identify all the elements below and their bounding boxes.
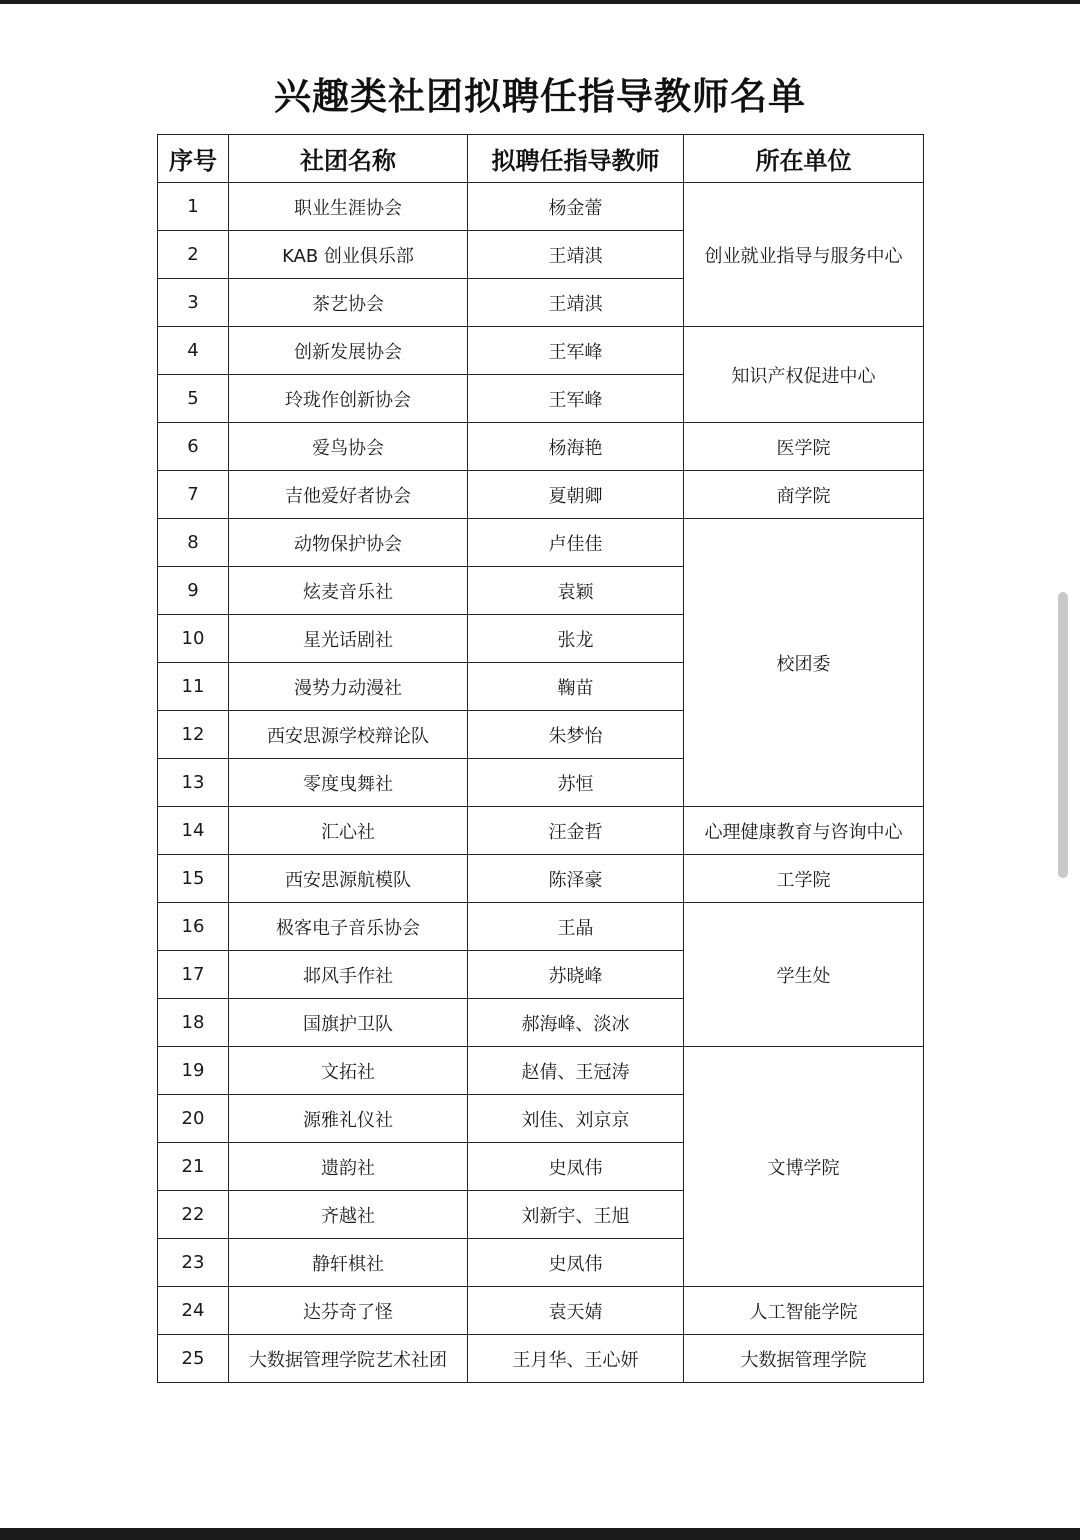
- row-club-cell: 爱鸟协会: [229, 423, 468, 471]
- row-no-cell: 11: [158, 663, 229, 711]
- row-club-cell: 吉他爱好者协会: [229, 471, 468, 519]
- row-club-cell: 源雅礼仪社: [229, 1095, 468, 1143]
- row-teacher-cell: 王军峰: [468, 327, 684, 375]
- row-teacher-cell: 史凤伟: [468, 1143, 684, 1191]
- row-teacher-cell: 王军峰: [468, 375, 684, 423]
- row-no-cell: 3: [158, 279, 229, 327]
- row-no-cell: 17: [158, 951, 229, 999]
- header-club: 社团名称: [229, 135, 468, 183]
- table-row: [158, 183, 924, 231]
- row-club-cell: 遗韵社: [229, 1143, 468, 1191]
- row-unit-cell: 大数据管理学院: [684, 1335, 924, 1383]
- row-teacher-cell: 袁颖: [468, 567, 684, 615]
- row-no-cell: 19: [158, 1047, 229, 1095]
- header-no: 序号: [158, 135, 229, 183]
- row-club-cell: 西安思源航模队: [229, 855, 468, 903]
- row-club-cell: 邶风手作社: [229, 951, 468, 999]
- table-row: [158, 807, 924, 855]
- row-teacher-cell: 苏晓峰: [468, 951, 684, 999]
- row-club-cell: 达芬奇了怪: [229, 1287, 468, 1335]
- row-club-cell: 星光话剧社: [229, 615, 468, 663]
- row-teacher-cell: 苏恒: [468, 759, 684, 807]
- row-no-cell: 14: [158, 807, 229, 855]
- table-row: [158, 471, 924, 519]
- row-unit-cell: 工学院: [684, 855, 924, 903]
- row-no-cell: 22: [158, 1191, 229, 1239]
- teacher-list-table: [157, 134, 924, 1383]
- row-teacher-cell: 袁天婧: [468, 1287, 684, 1335]
- table-row: [158, 855, 924, 903]
- row-teacher-cell: 刘新宇、王旭: [468, 1191, 684, 1239]
- row-club-cell: 创新发展协会: [229, 327, 468, 375]
- row-teacher-cell: 鞠苗: [468, 663, 684, 711]
- row-club-cell: 文拓社: [229, 1047, 468, 1095]
- top-bar: [0, 0, 1080, 4]
- table-row: [158, 1047, 924, 1095]
- row-club-cell: 炫麦音乐社: [229, 567, 468, 615]
- row-club-cell: 静轩棋社: [229, 1239, 468, 1287]
- row-club-cell: 玲珑作创新协会: [229, 375, 468, 423]
- row-no-cell: 5: [158, 375, 229, 423]
- row-no-cell: 10: [158, 615, 229, 663]
- row-club-cell: 西安思源学校辩论队: [229, 711, 468, 759]
- row-unit-cell: 校团委: [684, 519, 924, 807]
- vertical-scrollbar[interactable]: [1058, 592, 1068, 878]
- row-no-cell: 21: [158, 1143, 229, 1191]
- row-club-cell: 漫势力动漫社: [229, 663, 468, 711]
- row-teacher-cell: 赵倩、王冠涛: [468, 1047, 684, 1095]
- header-unit: 所在单位: [684, 135, 924, 183]
- row-no-cell: 12: [158, 711, 229, 759]
- table-row: [158, 423, 924, 471]
- row-no-cell: 4: [158, 327, 229, 375]
- row-no-cell: 7: [158, 471, 229, 519]
- row-club-cell: 大数据管理学院艺术社团: [229, 1335, 468, 1383]
- document-title: 兴趣类社团拟聘任指导教师名单: [274, 75, 806, 118]
- row-unit-cell: 医学院: [684, 423, 924, 471]
- table-row: [158, 327, 924, 375]
- row-unit-cell: 学生处: [684, 903, 924, 1047]
- header-teacher: 拟聘任指导教师: [468, 135, 684, 183]
- row-no-cell: 6: [158, 423, 229, 471]
- row-no-cell: 16: [158, 903, 229, 951]
- bottom-bar: [0, 1528, 1080, 1540]
- row-no-cell: 23: [158, 1239, 229, 1287]
- row-teacher-cell: 郝海峰、淡冰: [468, 999, 684, 1047]
- row-club-cell: 茶艺协会: [229, 279, 468, 327]
- row-club-cell: 零度曳舞社: [229, 759, 468, 807]
- row-no-cell: 24: [158, 1287, 229, 1335]
- table-header-row: [158, 135, 924, 183]
- row-teacher-cell: 朱梦怡: [468, 711, 684, 759]
- row-club-cell: 职业生涯协会: [229, 183, 468, 231]
- row-teacher-cell: 王靖淇: [468, 231, 684, 279]
- row-no-cell: 8: [158, 519, 229, 567]
- row-no-cell: 15: [158, 855, 229, 903]
- row-unit-cell: 知识产权促进中心: [684, 327, 924, 423]
- row-teacher-cell: 杨海艳: [468, 423, 684, 471]
- row-club-cell: 汇心社: [229, 807, 468, 855]
- row-teacher-cell: 张龙: [468, 615, 684, 663]
- row-no-cell: 2: [158, 231, 229, 279]
- table-row: [158, 519, 924, 567]
- row-no-cell: 18: [158, 999, 229, 1047]
- row-unit-cell: 商学院: [684, 471, 924, 519]
- row-teacher-cell: 王靖淇: [468, 279, 684, 327]
- row-club-cell: KAB 创业俱乐部: [229, 231, 468, 279]
- row-club-cell: 极客电子音乐协会: [229, 903, 468, 951]
- row-teacher-cell: 刘佳、刘京京: [468, 1095, 684, 1143]
- row-club-cell: 国旗护卫队: [229, 999, 468, 1047]
- row-no-cell: 25: [158, 1335, 229, 1383]
- table-body: [158, 183, 924, 1383]
- row-unit-cell: 人工智能学院: [684, 1287, 924, 1335]
- row-club-cell: 齐越社: [229, 1191, 468, 1239]
- row-no-cell: 13: [158, 759, 229, 807]
- row-teacher-cell: 杨金蕾: [468, 183, 684, 231]
- row-no-cell: 20: [158, 1095, 229, 1143]
- row-club-cell: 动物保护协会: [229, 519, 468, 567]
- row-unit-cell: 文博学院: [684, 1047, 924, 1287]
- row-teacher-cell: 夏朝卿: [468, 471, 684, 519]
- row-no-cell: 9: [158, 567, 229, 615]
- row-teacher-cell: 王月华、王心妍: [468, 1335, 684, 1383]
- row-teacher-cell: 卢佳佳: [468, 519, 684, 567]
- row-unit-cell: 创业就业指导与服务中心: [684, 183, 924, 327]
- row-teacher-cell: 史凤伟: [468, 1239, 684, 1287]
- row-teacher-cell: 王晶: [468, 903, 684, 951]
- table-row: [158, 1335, 924, 1383]
- table-row: [158, 1287, 924, 1335]
- row-unit-cell: 心理健康教育与咨询中心: [684, 807, 924, 855]
- table-row: [158, 903, 924, 951]
- row-teacher-cell: 汪金哲: [468, 807, 684, 855]
- row-teacher-cell: 陈泽豪: [468, 855, 684, 903]
- row-no-cell: 1: [158, 183, 229, 231]
